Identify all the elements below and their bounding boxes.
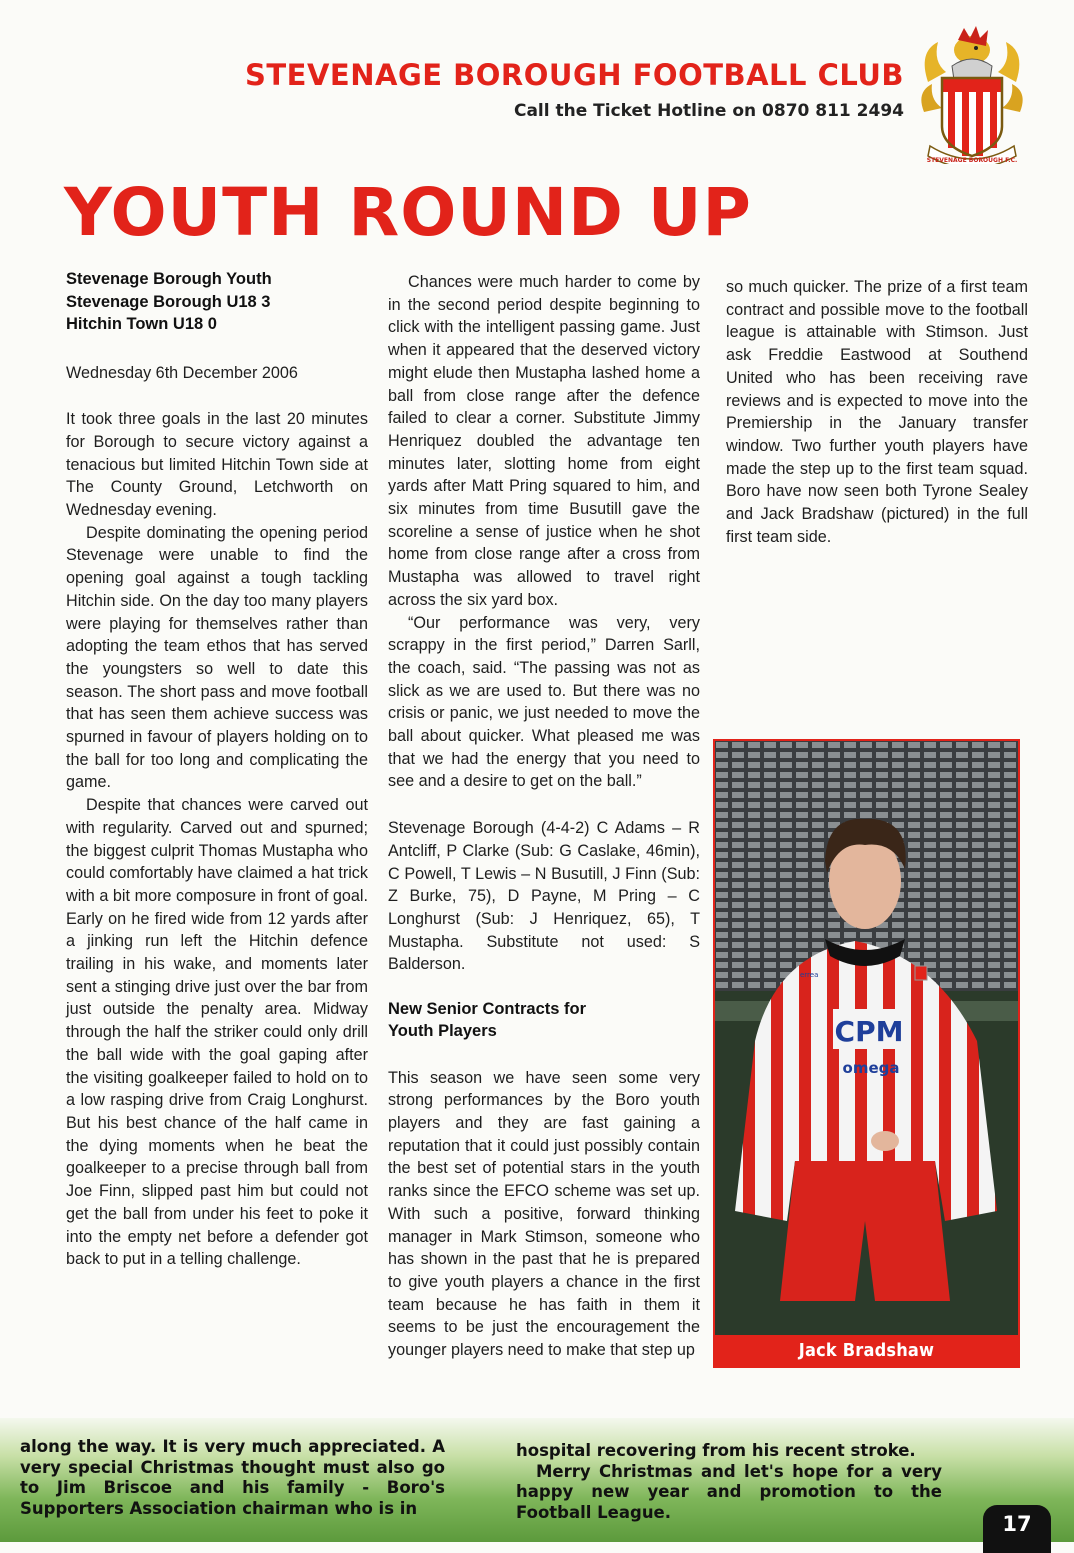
ticket-hotline: Call the Ticket Hotline on 0870 811 2494 — [513, 101, 904, 121]
match-heading-line: Stevenage Borough U18 3 — [66, 292, 271, 311]
footer-paragraph: Merry Christmas and let's hope for a very happy new year and promotion to the Football League. — [516, 1461, 942, 1522]
photo-caption: Jack Bradshaw — [798, 1340, 935, 1361]
article-paragraph: Despite that chances were carved out with regularity. Carved out and spurned; the biggest culprit Thomas Mustapha who could comfortably have claimed a hat trick with a bit more composure in front of goal. Early on he fired wide from 12 yards after a jinking run left the Hitchin defence trailing in his wake, and moments later sent a stinging drive just over the bar from just outside the penalty area. Midway through the half the striker could only drill the ball wide with the goal gaping after the visiting goalkeeper failed to hold on to a low rasping drive from Craig Longhurst. But his best chance of the half came in the dying moments when he beat the goalkeeper to a precise through ball from Joe Finn, slipped past him but could not get the ball from under his feet to poke it into the empty net before a defender got back to put in a telling challenge. — [66, 796, 368, 1269]
footer-text-left — [20, 1437, 445, 1519]
article-paragraph: This season we have seen some very strong performances by the Boro youth players and they are fast gaining a reputation that it could just possibly contain the best set of potential stars in the youth ranks since the EFCO scheme was set up. With such a positive, forward thinking manager in Mark Stimson, someone who has shown in the past that he is prepared to give youth players a chance in the first team because he has faith in them it seems to be just the encouragement the younger players need to make that step up — [388, 1068, 700, 1360]
article-paragraph-continued: so much quicker. The prize of a first team contract and possible move to the football league is attainable with Stimson. Just ask Freddie Eastwood at Southend United who has been receiving rave reviews and is expected to move into the Premiership in the January transfer window. Two further youth players have made the step up to the first team squad. Boro have now seen both Tyrone Sealey and Jack Bradshaw (pictured) in the full first team side. — [726, 278, 1028, 546]
article-column-3 — [726, 276, 1028, 548]
section-subheading: Youth Players — [388, 1022, 497, 1041]
sponsor-name-text: omega — [842, 1059, 900, 1077]
article-paragraph: Chances were much harder to come by in the second period despite beginning to click with the intelligent passing game. Just when it appeared that the deserved victory might elude then Mustapha lashed home a ball from close range after the defence failed to clear a corner. Substitute Jimmy Henriquez doubled the advantage ten minutes later, slotting home from eight yards after Matt Pring squared to him, and six minutes from time Busutill gave the scoreline a sense of justice when he shot home from close range after a cross from Mustapha was allowed to travel right across the six yard box. — [388, 273, 700, 609]
match-heading-line: Stevenage Borough Youth — [66, 270, 272, 288]
club-name: STEVENAGE BOROUGH FOOTBALL CLUB — [245, 58, 904, 92]
article-paragraph: Despite dominating the opening period Stevenage were unable to find the opening goal against a tough tackling Hitchin side. On the day too many players were playing for themselves rather than adopting the team ethos that has served the youngsters so well to date this season. The short pass and move football that has seen them achieve success was spurned in favour of players holding on to the ball for too long and complicating the game. — [66, 523, 368, 792]
match-heading-line: Hitchin Town U18 0 — [66, 315, 217, 333]
crest-banner-text: STEVENAGE BOROUGH F.C. — [926, 157, 1018, 164]
footer-text-right — [516, 1441, 942, 1523]
player-photo-frame — [713, 739, 1020, 1368]
page-title: YOUTH ROUND UP — [64, 174, 752, 251]
sponsor-logo-text: CPM — [834, 1015, 904, 1048]
article-column-2 — [388, 271, 700, 1362]
page-number: 17 — [983, 1505, 1051, 1553]
club-crest-logo — [918, 22, 1026, 164]
team-lineup: Stevenage Borough (4-4-2) C Adams – R Antcliff, P Clarke (Sub: G Caslake, 46min), C Powell, T Lewis – N Busutill, J Finn (Sub: Z Burke, 75), D Payne, M Pring – C Longhurst (Sub: J Henriquez, 65), T Mustapha. Substitute not used: S Balderson. — [388, 819, 700, 974]
article-column-1 — [66, 268, 368, 1271]
article-paragraph: It took three goals in the last 20 minutes for Borough to secure victory against a tenacious but limited Hitchin Town side at The County Ground, Letchworth on Wednesday evening. — [66, 410, 368, 520]
section-subheading: New Senior Contracts for — [388, 1000, 587, 1019]
footer-paragraph: along the way. It is very much appreciated. A very special Christmas thought must also go to Jim Briscoe and his family - Boro's Supporters Association chairman who is in — [20, 1437, 445, 1518]
footer-paragraph: hospital recovering from his recent stroke. — [516, 1441, 916, 1460]
kit-maker-text: errea — [800, 971, 819, 979]
article-paragraph: “Our performance was very, very scrappy in the first period,” Darren Sarll, the coach, said. “The passing was not as slick as we are used to. But there was no crisis or panic, we just needed to move the ball about quicker. What pleased me was that we had the energy that you need to see and a desire to get on the ball.” — [388, 613, 700, 791]
player-photo — [715, 741, 1018, 1335]
match-date: Wednesday 6th December 2006 — [66, 363, 298, 382]
